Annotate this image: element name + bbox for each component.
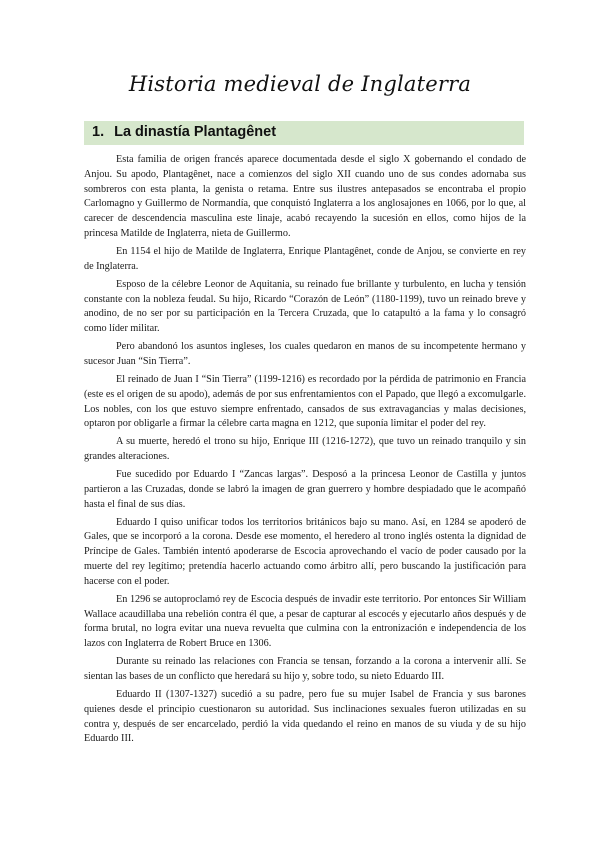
paragraph: Esta familia de origen francés aparece documentada desde el siglo X gobernando el condado de Anjou. Su apodo, Plantagênet, nace a comienzos del siglo XII cuando uno de sus condes adornaba sus sombreros con esta planta, la genista o retama. Entre sus ilustres antepasados se encontraba el propio Carlomagno y Guillermo de Normandía, que conquistó Inglaterra a los anglosajones en 1066, por lo que, al carecer de descendencia masculina este linaje, acabó recayendo la sucesión en ellos, como hijos de la princesa Matilde de Inglaterra, nieta de Guillermo. [84, 154, 526, 239]
paragraph: Fue sucedido por Eduardo I “Zancas largas”. Desposó a la princesa Leonor de Castilla y juntos partieron a las Cruzadas, donde se labró la imagen de gran guerrero y hombre despiadado que le acompañó hasta el final de sus días. [84, 469, 526, 510]
paragraph: Durante su reinado las relaciones con Francia se tensan, forzando a la corona a intervenir allí. Se sientan las bases de un conflicto que heredará su hijo y, sobre todo, su nieto Eduardo III. [84, 656, 526, 682]
section-body [84, 153, 526, 750]
paragraph: En 1296 se autoproclamó rey de Escocia después de invadir este territorio. Por entonces Sir William Wallace acaudillaba una rebelión contra él que, a pesar de capturar al escocés y ejecutarlo años después y de forma brutal, no logra evitar una nueva revuelta que culmina con la entronización e independencia de los lazos con Inglaterra de Robert Bruce en 1306. [84, 593, 526, 650]
document-title: Historia medieval de Inglaterra [128, 72, 472, 96]
paragraph: En 1154 el hijo de Matilde de Inglaterra, Enrique Plantagênet, conde de Anjou, se convierte en rey de Inglaterra. [84, 245, 526, 272]
paragraph: Pero abandonó los asuntos ingleses, los cuales quedaron en manos de su incompetente hermano y sucesor Juan “Sin Tierra”. [84, 341, 526, 367]
paragraph: Eduardo II (1307-1327) sucedió a su padre, pero fue su mujer Isabel de Francia y sus barones quienes desde el principio cuestionaron su autoridad. Sus inclinaciones sexuales fueron utilizadas en su contra y, después de ser encarcelado, perdió la vida quedando el reino en manos de su viuda y de su hijo Eduardo III. [84, 688, 526, 745]
section-title: La dinastía Plantagênet [114, 124, 277, 140]
paragraph: Esposo de la célebre Leonor de Aquitania, su reinado fue brillante y turbulento, en lucha y tensión constante con la nobleza feudal. Su hijo, Ricardo “Corazón de León” (1180-1199), tuvo un reinado breve y anodino, de no ser por su participación en la Tercera Cruzada, que lo catapultó a la fama y lo consagró como líder militar. [84, 278, 526, 335]
section-number: 1. [92, 124, 105, 140]
paragraph: El reinado de Juan I “Sin Tierra” (1199-1216) es recordado por la pérdida de patrimonio en Francia (este es el origen de su apodo), además de por sus enfrentamientos con el Papado, que llegó a excomulgarle. Los nobles, con los que estuvo siempre enfrentado, cansados de sus extravagancias y malas decisiones, optaron por obligarle a firmar la célebre carta magna en 1212, que suponía limitar el poder del rey. [84, 373, 526, 430]
section-heading [92, 124, 276, 140]
paragraph: A su muerte, heredó el trono su hijo, Enrique III (1216-1272), que tuvo un reinado tranquilo y sin grandes alteraciones. [84, 436, 526, 463]
paragraph: Eduardo I quiso unificar todos los territorios británicos bajo su mano. Así, en 1284 se apoderó de Gales, que se incorporó a la corona. Desde ese momento, el heredero al trono inglés ostenta la dignidad de Príncipe de Gales. También intentó apoderarse de Escocia aprovechando el vacío de poder causado por la muerte del rey legítimo; pretendía hacerlo actuando como árbitro allí, pero buscando la justificación para hacerse con el poder. [84, 516, 526, 587]
